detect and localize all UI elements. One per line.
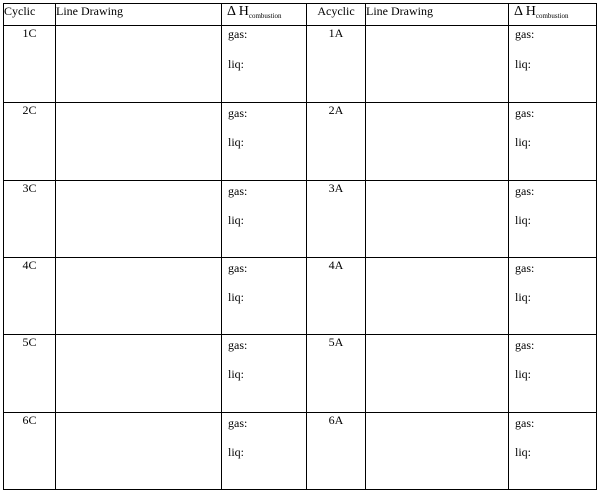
cyclic-label: 3C: [4, 180, 56, 257]
liq-label: liq:: [228, 444, 245, 459]
line-drawing-cell-acyclic[interactable]: [366, 335, 509, 412]
acyclic-label: 1A: [307, 26, 366, 103]
cyclic-label: 2C: [4, 103, 56, 180]
line-drawing-cell-acyclic[interactable]: [366, 412, 509, 489]
gas-label: gas:: [228, 338, 248, 353]
line-drawing-cell-acyclic[interactable]: [366, 180, 509, 257]
cyclic-label: 1C: [4, 26, 56, 103]
gas-label: gas:: [228, 260, 248, 275]
liq-label: liq:: [515, 289, 532, 304]
acyclic-label: 2A: [307, 103, 366, 180]
combustion-worksheet-table: [3, 3, 597, 490]
liq-label: liq:: [515, 135, 532, 150]
table-row: [4, 180, 597, 257]
liq-label: liq:: [515, 444, 532, 459]
line-drawing-cell-acyclic[interactable]: [366, 257, 509, 334]
cyclic-label: 5C: [4, 335, 56, 412]
line-drawing-cell-cyclic[interactable]: [56, 26, 222, 103]
gas-label: gas:: [228, 415, 248, 430]
line-drawing-cell-cyclic[interactable]: [56, 335, 222, 412]
liq-label: liq:: [228, 367, 245, 382]
enthalpy-cell-acyclic[interactable]: [509, 26, 597, 103]
enthalpy-cell-cyclic[interactable]: [222, 26, 307, 103]
header-line-drawing-acyclic: Line Drawing: [366, 4, 509, 26]
gas-label: gas:: [228, 183, 248, 198]
cyclic-label: 4C: [4, 257, 56, 334]
enthalpy-cell-cyclic[interactable]: [222, 412, 307, 489]
line-drawing-cell-cyclic[interactable]: [56, 257, 222, 334]
gas-label: gas:: [515, 27, 535, 41]
header-cyclic: Cyclic: [4, 4, 56, 26]
delta-h-subscript: combustion: [248, 12, 282, 20]
header-line-drawing-cyclic: Line Drawing: [56, 4, 222, 26]
table-row: [4, 26, 597, 103]
gas-label: gas:: [515, 106, 535, 121]
gas-label: gas:: [515, 260, 535, 275]
line-drawing-cell-cyclic[interactable]: [56, 103, 222, 180]
liq-label: liq:: [515, 367, 532, 382]
table-row: [4, 103, 597, 180]
enthalpy-cell-acyclic[interactable]: [509, 412, 597, 489]
line-drawing-cell-cyclic[interactable]: [56, 180, 222, 257]
liq-label: liq:: [228, 57, 245, 71]
acyclic-label: 4A: [307, 257, 366, 334]
enthalpy-cell-acyclic[interactable]: [509, 103, 597, 180]
enthalpy-cell-cyclic[interactable]: [222, 180, 307, 257]
liq-label: liq:: [515, 57, 532, 71]
liq-label: liq:: [228, 289, 245, 304]
gas-label: gas:: [228, 27, 248, 41]
enthalpy-cell-cyclic[interactable]: [222, 335, 307, 412]
enthalpy-cell-cyclic[interactable]: [222, 103, 307, 180]
liq-label: liq:: [228, 135, 245, 150]
liq-label: liq:: [228, 212, 245, 227]
header-delta-h-cyclic: [222, 4, 307, 26]
table-row: [4, 257, 597, 334]
table-row: [4, 412, 597, 489]
enthalpy-cell-acyclic[interactable]: [509, 257, 597, 334]
enthalpy-cell-acyclic[interactable]: [509, 335, 597, 412]
line-drawing-cell-cyclic[interactable]: [56, 412, 222, 489]
gas-label: gas:: [515, 338, 535, 353]
table-row: [4, 335, 597, 412]
acyclic-label: 5A: [307, 335, 366, 412]
delta-h-symbol: Δ H: [227, 4, 249, 19]
header-acyclic: Acyclic: [307, 4, 366, 26]
acyclic-label: 3A: [307, 180, 366, 257]
gas-label: gas:: [515, 415, 535, 430]
enthalpy-cell-acyclic[interactable]: [509, 180, 597, 257]
line-drawing-cell-acyclic[interactable]: [366, 103, 509, 180]
gas-label: gas:: [515, 183, 535, 198]
acyclic-label: 6A: [307, 412, 366, 489]
cyclic-label: 6C: [4, 412, 56, 489]
header-delta-h-acyclic: [509, 4, 597, 26]
liq-label: liq:: [515, 212, 532, 227]
delta-h-subscript: combustion: [535, 12, 569, 20]
delta-h-symbol: Δ H: [514, 4, 536, 19]
enthalpy-cell-cyclic[interactable]: [222, 257, 307, 334]
line-drawing-cell-acyclic[interactable]: [366, 26, 509, 103]
gas-label: gas:: [228, 106, 248, 121]
header-row: [4, 4, 597, 26]
